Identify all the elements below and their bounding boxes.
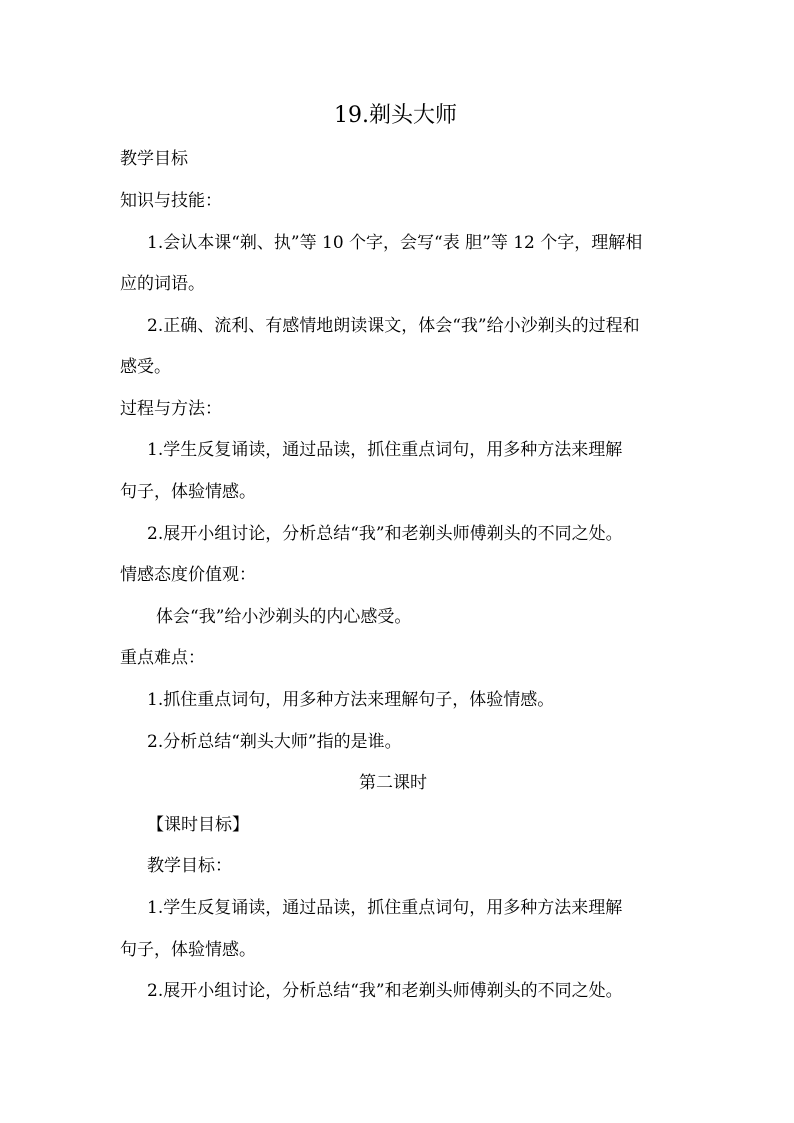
paragraph-line: 句子，体验情感。	[120, 940, 256, 960]
lesson-heading: 第二课时	[359, 773, 427, 793]
paragraph-line: 1.会认本课“剃、执”等 10 个字，会写“表 胆”等 12 个字，理解相	[147, 233, 643, 253]
document-title: 19.剃头大师	[334, 103, 457, 128]
paragraph-line: 1.学生反复诵读，通过品读，抓住重点词句，用多种方法来理解	[147, 898, 623, 918]
lesson-goals-label: 教学目标：	[147, 856, 232, 876]
paragraph-line: 体会“我”给小沙剃头的内心感受。	[156, 607, 412, 627]
subheading-key-difficulties: 重点难点：	[120, 648, 205, 668]
paragraph-line: 2.展开小组讨论，分析总结“我”和老剃头师傅剃头的不同之处。	[147, 524, 623, 544]
paragraph-line: 2.展开小组讨论，分析总结“我”和老剃头师傅剃头的不同之处。	[147, 981, 623, 1001]
subheading-emotion-values: 情感态度价值观：	[120, 565, 256, 585]
subheading-process-methods: 过程与方法：	[120, 399, 222, 419]
paragraph-line: 2.正确、流利、有感情地朗读课文，体会“我”给小沙剃头的过程和	[147, 316, 640, 336]
paragraph-line: 感受。	[120, 357, 171, 377]
paragraph-line: 应的词语。	[120, 274, 205, 294]
paragraph-line: 句子，体验情感。	[120, 482, 256, 502]
subheading-knowledge-skills: 知识与技能：	[120, 191, 222, 211]
paragraph-line: 1.学生反复诵读，通过品读，抓住重点词句，用多种方法来理解	[147, 440, 623, 460]
paragraph-line: 2.分析总结“剃头大师”指的是谁。	[147, 732, 402, 752]
section-heading-teaching-goals: 教学目标	[120, 149, 188, 169]
lesson-goal-bracket-heading: 【课时目标】	[147, 815, 249, 835]
paragraph-line: 1.抓住重点词句，用多种方法来理解句子，体验情感。	[147, 690, 555, 710]
